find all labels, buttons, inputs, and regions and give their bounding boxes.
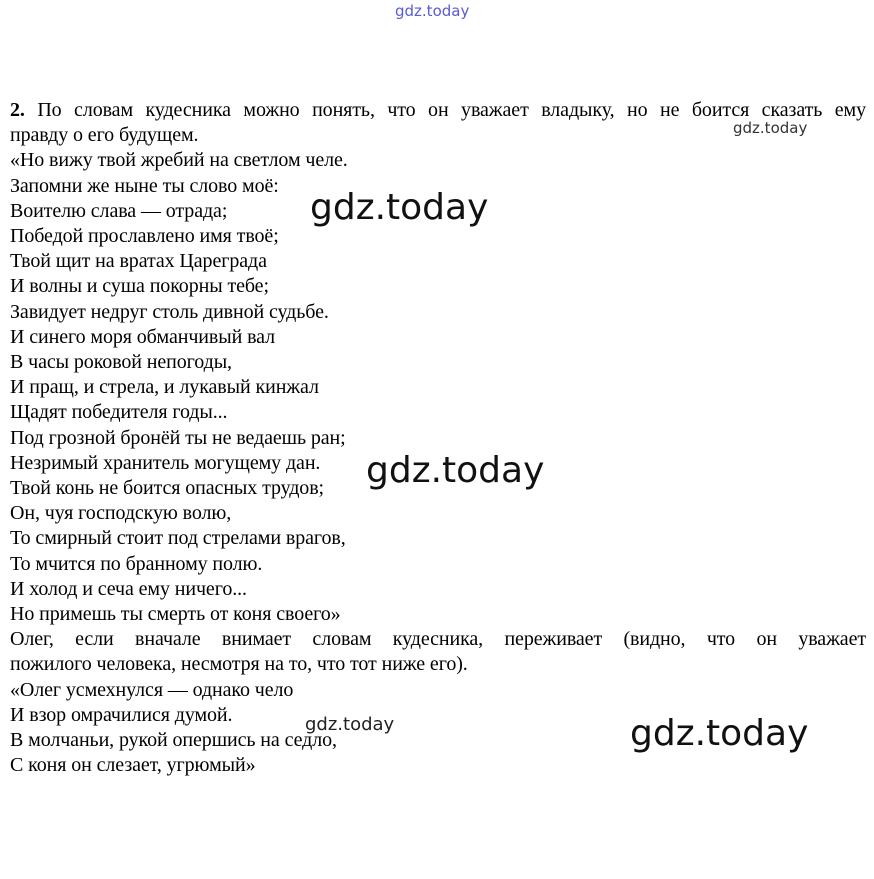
watermark-small: gdz.today [305, 714, 395, 735]
quote1-line: Щадят победителя годы... [10, 401, 228, 424]
quote2-line: «Олег усмехнулся — однако чело [10, 678, 294, 701]
quote1-line: Твой конь не боится опасных трудов; [10, 477, 325, 500]
quote1-line: В часы роковой непогоды, [10, 351, 232, 374]
quote1-line: И волны и суша покорны тебе; [10, 275, 269, 298]
para2-line-1: Олег, если вначале внимает словам кудесника, переживает (видно, что он уважает [10, 628, 866, 651]
quote1-line: Твой щит на вратах Цареграда [10, 250, 267, 273]
quote1-line: То смирный стоит под стрелами врагов, [10, 527, 346, 550]
watermark-small: gdz.today [733, 119, 808, 137]
quote1-line: Под грозной бронёй ты не ведаешь ран; [10, 426, 346, 449]
quote1-line: Запомни же ныне ты слово моё: [10, 174, 279, 197]
quote1-line: Воителю слава — отрада; [10, 199, 228, 222]
quote1-line: Победой прославлено имя твоё; [10, 225, 279, 248]
intro-text: По словам кудесника можно понять, что он уважает владыку, но не боится сказать ему [37, 99, 866, 121]
watermark-large: gdz.today [366, 450, 545, 491]
answer-number: 2. [10, 99, 25, 121]
quote2-line: С коня он слезает, угрюмый» [10, 754, 256, 777]
quote2-line: И взор омрачилися думой. [10, 703, 233, 726]
watermark-top: gdz.today [395, 2, 470, 20]
quote2-line: В молчаньи, рукой опершись на седло, [10, 729, 337, 752]
para2-line-2: пожилого человека, несмотря на то, что тот ниже его). [10, 653, 468, 676]
quote1-line: И пращ, и стрела, и лукавый кинжал [10, 376, 319, 399]
quote1-line: И синего моря обманчивый вал [10, 325, 276, 348]
quote1-line: Но примешь ты смерть от коня своего» [10, 603, 341, 626]
quote1-line: Завидует недруг столь дивной судьбе. [10, 300, 329, 323]
quote1-line: Незримый хранитель могущему дан. [10, 451, 321, 474]
watermark-large: gdz.today [630, 713, 809, 754]
quote1-line: То мчится по бранному полю. [10, 552, 263, 575]
quote1-line: И холод и сеча ему ничего... [10, 577, 247, 600]
quote1-line: Он, чуя господскую волю, [10, 502, 232, 525]
intro-line-2: правду о его будущем. [10, 124, 199, 147]
watermark-large: gdz.today [310, 187, 489, 228]
quote1-line: «Но вижу твой жребий на светлом челе. [10, 149, 348, 172]
